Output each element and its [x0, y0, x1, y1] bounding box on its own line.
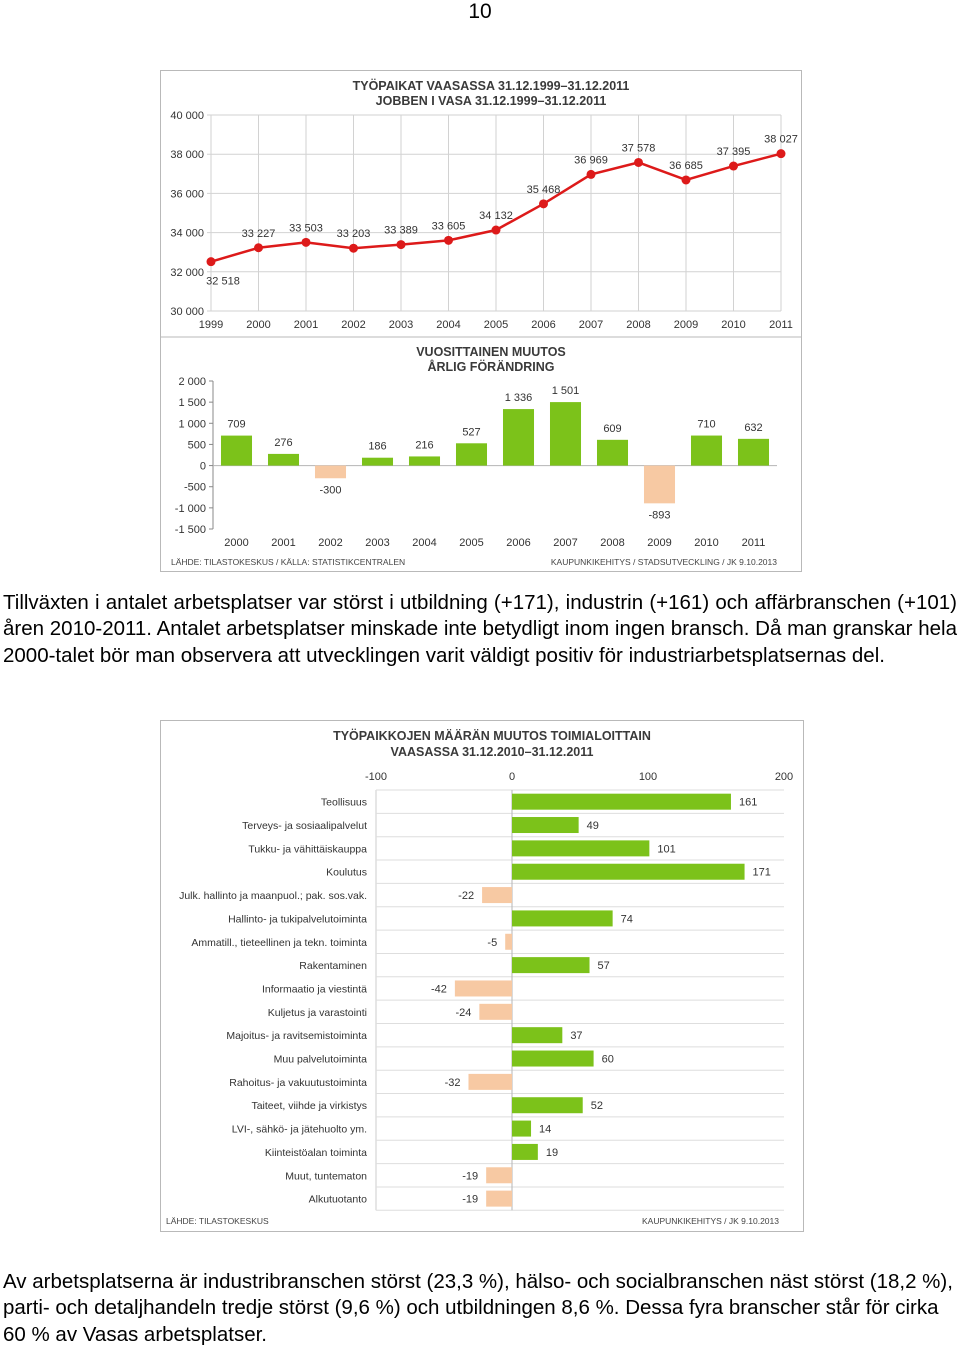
change-bar-label: 276 [274, 436, 293, 449]
industry-xtick: 0 [508, 771, 516, 783]
page-number: 10 [468, 0, 492, 23]
change-bar [503, 409, 534, 465]
line-point [397, 240, 406, 249]
line-data-label: 33 605 [431, 220, 466, 233]
line-point [254, 243, 263, 252]
line-chart-subtitle: JOBBEN I VASA 31.12.1999–31.12.2011 [375, 94, 607, 108]
bar-chart-ytick: 500 [187, 439, 206, 452]
line-chart-xtick: 2009 [673, 319, 699, 331]
bar-chart-xtick: 2004 [412, 537, 437, 549]
industry-bar-label: -32 [444, 1076, 461, 1089]
line-data-label: 33 503 [289, 222, 323, 235]
line-chart-ytick: 32 000 [170, 266, 204, 279]
industry-category-label: Koulutus [326, 866, 367, 879]
industry-category-label: Rahoitus- ja vakuutustoiminta [229, 1076, 367, 1089]
line-chart-xtick: 2005 [483, 319, 509, 331]
industry-bar [505, 934, 512, 950]
line-data-label: 33 389 [384, 224, 418, 237]
industry-bar-label: -42 [430, 983, 447, 996]
line-panel-bg [161, 71, 801, 336]
line-point [587, 170, 596, 179]
industry-category-label: Terveys- ja sosiaalipalvelut [242, 820, 367, 833]
industry-category-label: Muu palvelutoiminta [273, 1053, 367, 1066]
industry-category-label: Kiinteistöalan toiminta [264, 1146, 367, 1159]
industry-bar [512, 1051, 594, 1067]
paragraph-growth: Tillväxten i antalet arbetsplatser var störst i utbildning (+171), industrin (+161) och affärbranschen (+101) åren 2010-2011. Antalet arbetsplatser minskade inte betydligt inom ingen bransch. Då man granskar hela 2000-talet bör man observera att utvecklingen varit väldigt positiv för industriarbetsplatsernas del. [3, 591, 957, 667]
bar-chart-xtick: 2000 [224, 537, 249, 549]
change-bar-label: 609 [603, 422, 622, 435]
change-bar-label: 186 [368, 440, 387, 453]
industry-category-label: LVI-, sähkö- ja jätehuolto ym. [231, 1123, 367, 1136]
industry-bar [455, 980, 512, 996]
line-chart-ytick: 38 000 [170, 149, 204, 162]
bar-chart-xtick: 2006 [506, 537, 531, 549]
industry-change-chart-panel [160, 720, 804, 1232]
line-data-label: 33 203 [336, 228, 371, 241]
line-point [349, 244, 358, 253]
industry-category-label: Teollisuus [320, 796, 367, 809]
bar-chart-xtick: 2010 [694, 537, 719, 549]
employment-chart [161, 71, 801, 571]
bar-chart-ytick: -500 [183, 481, 206, 494]
industry-category-label: Taiteet, viihde ja virkistys [251, 1100, 367, 1113]
line-data-label: 34 132 [479, 210, 513, 223]
industry-chart-title: TYÖPAIKKOJEN MÄÄRÄN MUUTOS TOIMIALOITTAIN [333, 729, 651, 743]
line-point [302, 238, 311, 247]
industry-xtick: 100 [638, 771, 658, 783]
industry-bar-label: 57 [597, 960, 610, 973]
industry-bar [512, 1097, 583, 1113]
bar-chart-ytick: -1 000 [174, 502, 206, 515]
bar-chart-ytick: 1 500 [178, 397, 206, 410]
change-bar [409, 456, 440, 465]
industry-bar [512, 864, 745, 880]
bar-chart-ytick: 2 000 [178, 376, 206, 388]
industry-bar-label: 19 [545, 1146, 559, 1159]
industry-bar [512, 794, 731, 810]
bar-chart-xtick: 2011 [741, 537, 766, 549]
change-bar-label: 709 [227, 418, 246, 431]
bar-chart-xtick: 2009 [647, 537, 672, 549]
industry-category-label: Ammatill., tieteellinen ja tekn. toiminta [191, 936, 367, 949]
line-point [729, 162, 738, 171]
line-chart-xtick: 2003 [388, 319, 414, 331]
bar-chart-subtitle: ÅRLIG FÖRÄNDRING [427, 360, 555, 374]
line-chart-xtick: 2006 [531, 319, 556, 331]
line-chart-ytick: 40 000 [170, 110, 204, 122]
industry-bar-label: 171 [752, 866, 771, 879]
bar-chart-ytick: 1 000 [178, 418, 206, 431]
industry-chart-subtitle: VAASASSA 31.12.2010–31.12.2011 [390, 745, 594, 759]
line-chart-xtick: 2002 [341, 319, 366, 331]
line-data-label: 32 518 [206, 275, 240, 288]
line-point [539, 199, 548, 208]
line-data-label: 35 468 [526, 183, 561, 196]
industry-bar [486, 1167, 512, 1183]
line-chart-xtick: 2000 [246, 319, 271, 331]
bar-chart-xtick: 2005 [459, 537, 484, 549]
bar-chart-ytick: -1 500 [174, 524, 206, 536]
industry-bar [512, 1027, 562, 1043]
industry-xtick: 200 [774, 771, 794, 783]
industry-bar-label: 49 [586, 820, 599, 833]
industry-xtick: -100 [364, 771, 388, 783]
line-chart-xtick: 2007 [578, 319, 604, 331]
line-point [682, 175, 691, 184]
line-point [634, 158, 643, 167]
industry-bar [512, 957, 590, 973]
line-chart-xtick: 1999 [198, 319, 224, 331]
industry-bar [512, 1121, 531, 1137]
change-bar-label: 216 [415, 439, 434, 452]
line-chart-xtick: 2008 [626, 319, 651, 331]
line-data-label: 38 027 [764, 133, 798, 146]
change-bar-label: 527 [462, 426, 481, 439]
industry-change-chart [161, 721, 803, 1231]
bar-chart-xtick: 2007 [553, 537, 578, 549]
industry-source-left: LÄHDE: TILASTOKESKUS [166, 1216, 269, 1226]
change-bar-label: 1 501 [551, 385, 580, 398]
industry-category-label: Julk. hallinto ja maanpuol.; pak. sos.vak. [179, 890, 367, 903]
line-chart-xtick: 2010 [721, 319, 746, 331]
industry-source-right: KAUPUNKIKEHITYS / JK 9.10.2013 [641, 1216, 779, 1226]
industry-bar [512, 1144, 538, 1160]
bar-chart-ytick: 0 [199, 460, 206, 473]
change-bar [644, 466, 675, 504]
source-left: LÄHDE: TILASTOKESKUS / KÄLLA: STATISTIKCENTRALEN [171, 557, 406, 567]
line-data-label: 36 685 [669, 159, 703, 172]
bar-chart-xtick: 2001 [271, 537, 296, 549]
industry-bar-label: -5 [487, 936, 498, 949]
change-bar [550, 402, 581, 465]
industry-category-label: Muut, tuntematon [285, 1170, 367, 1183]
industry-bar-label: -22 [458, 890, 475, 903]
line-chart-ytick: 30 000 [170, 306, 204, 318]
industry-bar [482, 887, 512, 903]
line-chart-ytick: 36 000 [170, 188, 204, 201]
line-chart-xtick: 2001 [293, 319, 319, 331]
industry-bar [512, 840, 649, 856]
change-bar [456, 443, 487, 465]
industry-bar-label: 60 [601, 1053, 614, 1066]
line-point [492, 226, 501, 235]
industry-category-label: Rakentaminen [299, 960, 367, 973]
industry-bar [512, 910, 613, 926]
industry-bar [512, 817, 579, 833]
change-bar [691, 436, 722, 466]
line-chart-ytick: 34 000 [170, 227, 204, 240]
change-bar [362, 458, 393, 466]
industry-bar-label: 14 [539, 1123, 552, 1136]
industry-category-label: Hallinto- ja tukipalvelutoiminta [228, 913, 367, 926]
line-data-label: 33 227 [241, 227, 276, 240]
line-chart-title: TYÖPAIKAT VAASASSA 31.12.1999–31.12.2011 [352, 79, 630, 93]
change-bar [738, 439, 769, 466]
industry-category-label: Kuljetus ja varastointi [267, 1006, 367, 1019]
industry-category-label: Informaatio ja viestintä [261, 983, 367, 996]
line-data-label: 36 969 [574, 154, 608, 167]
bar-chart-title: VUOSITTAINEN MUUTOS [416, 345, 566, 359]
change-bar [268, 454, 299, 466]
bar-chart-xtick: 2008 [600, 537, 625, 549]
industry-bar-label: 74 [620, 913, 633, 926]
line-chart-xtick: 2011 [769, 319, 793, 331]
industry-bar [468, 1074, 512, 1090]
change-bar [221, 436, 252, 466]
line-chart-xtick: 2004 [436, 319, 461, 331]
industry-bar-label: -24 [455, 1006, 472, 1019]
line-point [777, 149, 786, 158]
bar-chart-xtick: 2003 [365, 537, 390, 549]
change-bar [597, 440, 628, 466]
source-right: KAUPUNKIKEHITYS / STADSUTVECKLING / JK 9.10.2013 [550, 557, 777, 567]
industry-bar-label: -19 [462, 1193, 479, 1206]
line-data-label: 37 578 [621, 142, 656, 155]
line-point [444, 236, 453, 245]
industry-bar-label: 101 [657, 843, 676, 856]
change-bar-label: 1 336 [504, 392, 533, 405]
line-data-label: 37 395 [716, 146, 751, 159]
bar-chart-xtick: 2002 [318, 537, 343, 549]
line-point [207, 257, 216, 266]
change-bar-label: 632 [744, 421, 763, 434]
change-bar-label: 710 [697, 418, 716, 431]
industry-category-label: Alkutuotanto [308, 1193, 367, 1206]
industry-category-label: Tukku- ja vähittäiskauppa [248, 843, 367, 856]
industry-bar-label: -19 [462, 1170, 479, 1183]
industry-bar-label: 161 [738, 796, 758, 809]
industry-bar-label: 37 [570, 1030, 583, 1043]
industry-bar [479, 1004, 512, 1020]
paragraph-shares: Av arbetsplatserna är industribranschen störst (23,3 %), hälso- och socialbranschen näst störst (18,2 %), parti- och detaljhandeln tredje störst (9,6 %) och utbildningen 8,6 %. Dessa fyra branscher står för cirka 60 % av Vasas arbetsplatser. [3, 1270, 953, 1346]
change-bar [315, 466, 346, 479]
industry-bar [486, 1191, 512, 1207]
industry-bar-label: 52 [590, 1100, 603, 1113]
industry-category-label: Majoitus- ja ravitsemistoiminta [226, 1030, 367, 1043]
change-bar-label: -893 [648, 509, 671, 522]
change-bar-label: -300 [319, 484, 342, 497]
employment-chart-panel [160, 70, 802, 572]
